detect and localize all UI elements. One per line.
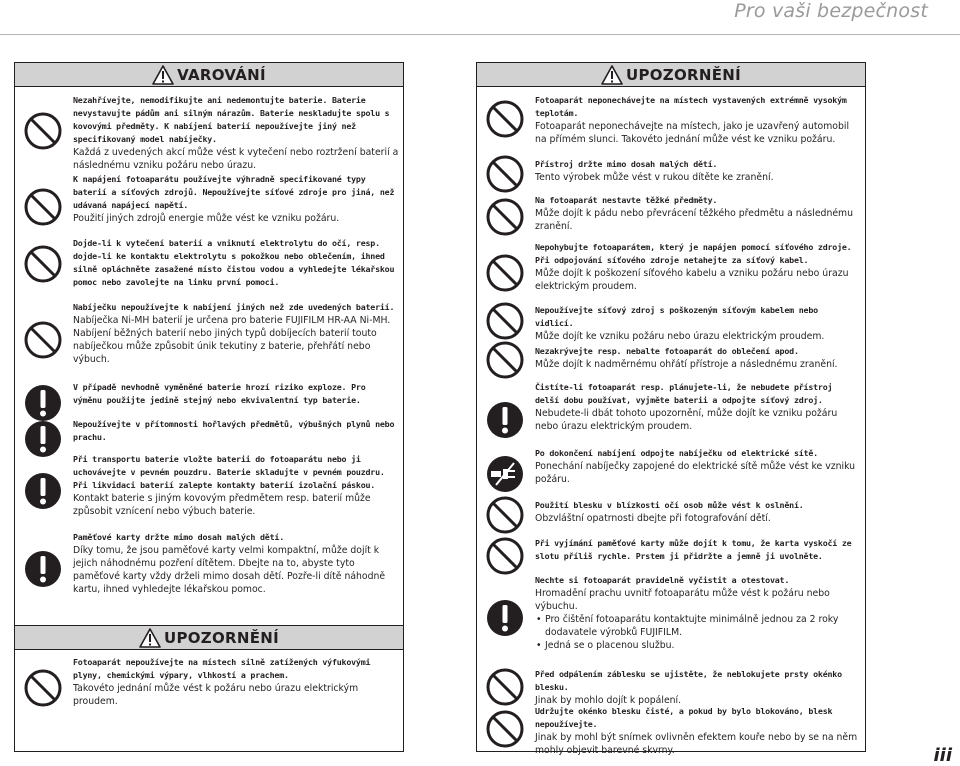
mandatory-icon bbox=[19, 415, 67, 463]
caution-entry: Před odpálením záblesku se ujistěte, že neblokujete prsty okénko blesku. Jinak by mohlo dojít k popálení. bbox=[535, 669, 842, 706]
header-rule bbox=[0, 34, 960, 35]
warning-entry: V případě nevhodně vyměněné baterie hrozí riziko exploze. Pro výměnu použijte jedině stejný nebo ekvivalentní typ baterie. bbox=[73, 382, 366, 405]
mandatory-icon bbox=[19, 467, 67, 515]
caution-entry: Nepohybujte fotoaparátem, který je napájen pomocí síťového zdroje. Při odpojování síťového zdroje netahejte za síťový kabel. Může dojít k poškození síťového kabelu a vzniku požáru nebo úrazu elektrickým proudem. bbox=[535, 242, 852, 292]
warning-triangle-icon bbox=[139, 628, 161, 648]
caution-entry: Fotoaparát nepoužívejte na místech silně zatížených výfukovými plyny, chemickými výpary, vlhkostí a prachem. Takovéto jednání může vést k požáru nebo úrazu elektrickým proudem. bbox=[73, 657, 371, 707]
caution-entry: Při vyjímání paměťové karty může dojít k tomu, že karta vyskočí ze slotu příliš rychle. Prstem ji přidržte a jemně ji uvolněte. bbox=[535, 538, 852, 561]
warning-entry: Nepoužívejte v přítomnosti hořlavých předmětů, výbušných plynů nebo prachu. bbox=[73, 419, 395, 442]
warning-entry: Nabíječku nepoužívejte k nabíjení jiných než zde uvedených baterií. Nabíječka Ni-MH baterií je určena pro baterie FUJIFILM HR-AA Ni-MH. Nabíjení běžných baterií nebo jiných typů dobíjecích baterií touto nabíječkou může způsobit únik tekutiny z baterie, přehřátí nebo výbuch. bbox=[73, 302, 395, 365]
warning-triangle-icon bbox=[152, 65, 174, 85]
caution-entry: Použití blesku v blízkosti očí osob může vést k oslnění. Obzvláštní opatrnosti dbejte při fotografování dětí. bbox=[535, 500, 804, 524]
prohibited-icon bbox=[481, 249, 529, 297]
warning-title: VAROVÁNÍ bbox=[177, 65, 266, 84]
prohibited-icon bbox=[481, 336, 529, 384]
warning-column bbox=[14, 62, 404, 752]
caution-entry: Nepoužívejte síťový zdroj s poškozeným síťovým kabelem nebo vidlicí. Může dojít ke vzniku požáru nebo úrazu elektrickým proudem. bbox=[535, 305, 825, 342]
caution-header bbox=[15, 625, 403, 650]
prohibited-icon bbox=[19, 316, 67, 364]
warning-entry: Při transportu baterie vložte baterii do fotoaparátu nebo ji uchovávejte v pevném pouzdru. Baterie skladujte v pevném pouzdru. Při likvidaci baterií zalepte kontakty baterií izolační páskou. Kontakt baterie s jiným kovovým předmětem resp. baterií může způsobit vznícení nebo výbuch baterie. bbox=[73, 454, 385, 517]
prohibited-icon bbox=[19, 240, 67, 288]
caution-entry: Nechte si fotoaparát pravidelně vyčistit a otestovat. Hromadění prachu uvnitř fotoaparátu může vést k požáru nebo výbuchu. • Pro čištění fotoaparátu kontaktujte minimálně jednou za 2 roky dodavatele výrobků FUJIFILM. • Jedná se o placenou službu. bbox=[535, 574, 861, 652]
caution-title: UPOZORNĚNÍ bbox=[625, 65, 742, 84]
caution-entry: Čistíte-li fotoaparát resp. plánujete-li, že nebudete přístroj delší dobu používat, vyjměte baterii a odpojte síťový zdroj. Nebudete-li dbát tohoto upozornění, může dojít ke vzniku požáru nebo úrazu elektrickým proudem. bbox=[535, 382, 838, 432]
mandatory-icon bbox=[19, 545, 67, 593]
caution-entry: Fotoaparát neponechávejte na místech vystavených extrémně vysokým teplotám. Fotoaparát neponechávejte na místech, jako je uzavřený automobil na přímém slunci. Takovéto jednání může vést ke vzniku požáru. bbox=[535, 95, 850, 145]
warning-triangle-icon bbox=[601, 65, 623, 85]
prohibited-icon bbox=[19, 183, 67, 231]
header-title: Pro vaši bezpečnost bbox=[734, 0, 928, 22]
page-number: iii bbox=[933, 745, 952, 766]
caution-entry: Po dokončení nabíjení odpojte nabíječku od elektrické sítě. Ponechání nabíječky zapojené do elektrické sítě může vést ke vzniku požáru. bbox=[535, 448, 856, 485]
prohibited-icon bbox=[19, 107, 67, 155]
caution-column bbox=[476, 62, 866, 756]
caution-header bbox=[477, 63, 865, 87]
mandatory-icon bbox=[481, 594, 529, 642]
warning-entry: Nezahřívejte, nemodifikujte ani nedemontujte baterie. Baterie nevystavujte pádům ani silným nárazům. Baterie neskladujte spolu s kovovými předměty. K nabíjení baterií nepoužívejte jiný než specifikovaný model nabíječky. Každá z uvedených akcí může vést k vytečení nebo roztržení baterií a následnému vzniku požáru nebo úrazu. bbox=[73, 95, 399, 171]
warning-entry: Dojde-li k vytečení baterií a vniknutí elektrolytu do očí, resp. dojde-li ke kontaktu elektrolytu s pokožkou nebo oblečením, ihned silně opláchněte zasažené místo čistou vodou a vyhledejte lékařskou pomoc nebo zavolejte na linku první pomoci. bbox=[73, 238, 395, 287]
warning-header bbox=[15, 63, 403, 87]
caution-title: UPOZORNĚNÍ bbox=[163, 628, 280, 647]
prohibited-icon bbox=[481, 95, 529, 143]
caution-entry: Nezakrývejte resp. nebalte fotoaparát do oblečení apod. Může dojít k nadměrnému ohřátí přístroje a následnému zranění. bbox=[535, 346, 838, 370]
prohibited-icon bbox=[481, 532, 529, 580]
prohibited-icon bbox=[481, 663, 529, 711]
caution-entry: Přístroj držte mimo dosah malých dětí. Tento výrobek může vést v rukou dítěte ke zranění. bbox=[535, 159, 774, 183]
prohibited-icon bbox=[19, 664, 67, 712]
mandatory-icon bbox=[481, 396, 529, 444]
warning-entry: Paměťové karty držte mimo dosah malých dětí. Díky tomu, že jsou paměťové karty velmi kompaktní, může dojít k jejich náhodnému pozření dítětem. Dbejte na to, abyste tyto paměťové karty vždy drželi mimo dosah dětí. Pozře-li dítě náhodně kartu, ihned vyhledejte lékařskou pomoc. bbox=[73, 532, 386, 595]
prohibited-icon bbox=[481, 705, 529, 753]
prohibited-icon bbox=[481, 150, 529, 198]
caution-entry: Na fotoaparát nestavte těžké předměty. Může dojít k pádu nebo převrácení těžkého předmětu a následnému zranění. bbox=[535, 195, 854, 232]
warning-entry: K napájení fotoaparátu používejte výhradně specifikované typy baterií a síťových zdrojů. Nepoužívejte síťové zdroje pro jiná, než udávaná napájecí napětí. Použití jiných zdrojů energie může vést ke vzniku požáru. bbox=[73, 174, 395, 224]
prohibited-icon bbox=[481, 193, 529, 241]
caution-entry: Udržujte okénko blesku čisté, a pokud by bylo blokováno, blesk nepoužívejte. Jinak by mohl být snímek ovlivněn efektem kouře nebo by se na něm mohly objevit barevné skvrny. bbox=[535, 706, 858, 756]
